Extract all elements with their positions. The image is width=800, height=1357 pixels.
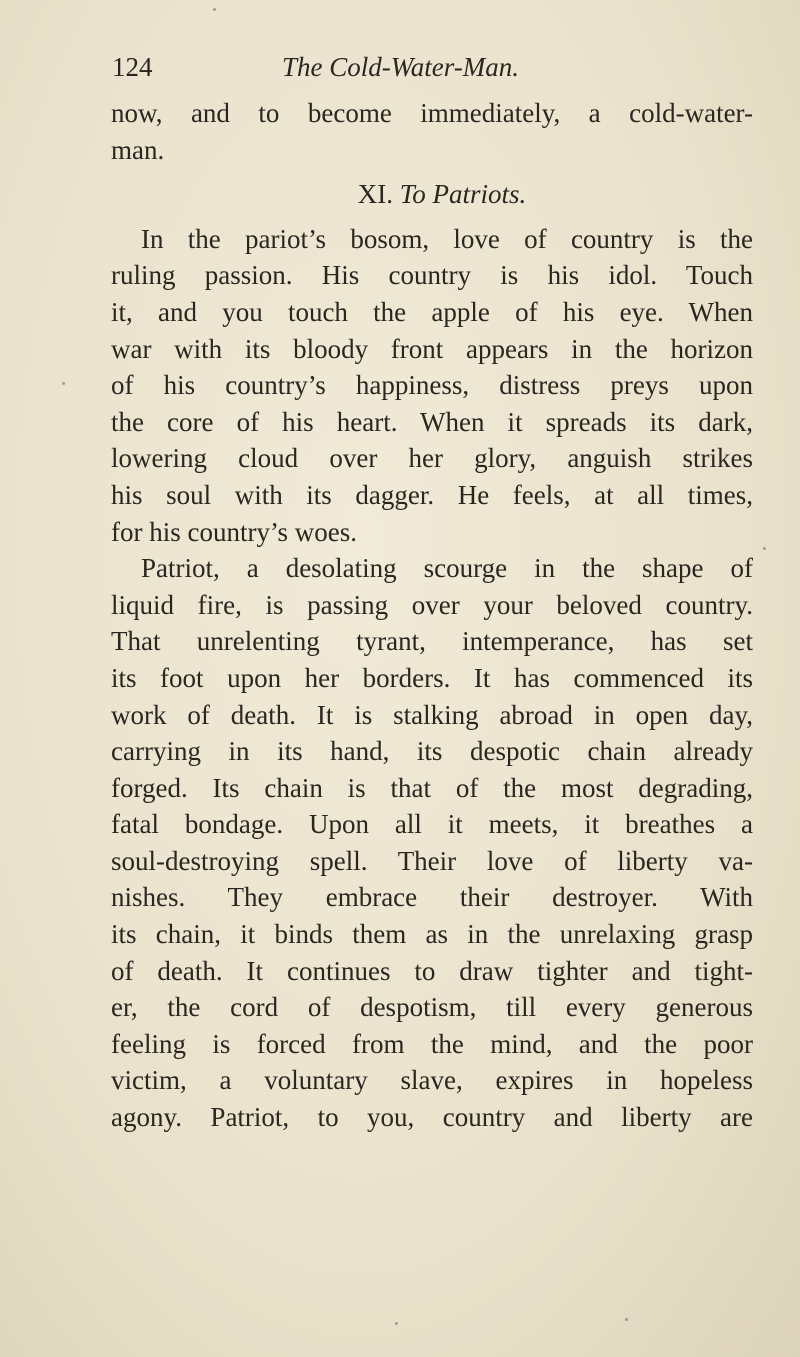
text-line: lowering cloud over her glory, anguish strikes: [111, 443, 753, 474]
section-number: XI.: [357, 179, 393, 210]
text-line: Patriot, a desolating scourge in the shape of: [141, 553, 753, 584]
text-line: of death. It continues to draw tighter and tight-: [111, 955, 753, 986]
page-number: 124: [112, 52, 153, 82]
text-line: war with its bloody front appears in the horizon: [111, 333, 753, 364]
paragraph: [111, 221, 753, 550]
text-line: soul-destroying spell. Their love of liberty va-: [111, 845, 753, 876]
paragraph: [111, 550, 753, 1136]
text-line: In the pariot’s bosom, love of country is the: [141, 223, 753, 254]
paper-speck: [213, 8, 216, 11]
paper-speck: [395, 1322, 398, 1325]
text-line: work of death. It is stalking abroad in open day,: [111, 699, 753, 730]
section-title: To Patriots.: [399, 179, 527, 210]
text-line: the core of his heart. When it spreads its dark,: [111, 406, 753, 437]
paper-speck: [763, 547, 766, 550]
text-line: it, and you touch the apple of his eye. When: [111, 296, 753, 327]
text-line: of his country’s happiness, distress preys upon: [111, 370, 753, 401]
text-line: victim, a voluntary slave, expires in hopeless: [111, 1065, 753, 1096]
text-line: That unrelenting tyrant, intemperance, has set: [111, 626, 753, 657]
text-line: liquid fire, is passing over your beloved country.: [111, 589, 753, 620]
text-line: man.: [111, 134, 165, 165]
text-line: feeling is forced from the mind, and the poor: [111, 1028, 753, 1059]
text-line: its foot upon her borders. It has commenced its: [111, 662, 753, 693]
text-line: fatal bondage. Upon all it meets, it breathes a: [111, 809, 753, 840]
body-text: [111, 95, 753, 1136]
text-line: er, the cord of despotism, till every generous: [111, 992, 753, 1023]
text-line: carrying in its hand, its despotic chain already: [111, 736, 753, 767]
text-line: his soul with its dagger. He feels, at all times,: [111, 479, 753, 510]
paper-speck: [62, 382, 65, 385]
text-line: ruling passion. His country is his idol. Touch: [111, 260, 753, 291]
page-header: [112, 52, 752, 88]
text-line: its chain, it binds them as in the unrelaxing grasp: [111, 919, 753, 950]
running-head: The Cold-Water-Man.: [282, 52, 519, 82]
text-line: now, and to become immediately, a cold-water-: [111, 98, 753, 128]
paper-speck: [625, 1318, 628, 1321]
text-line: forged. Its chain is that of the most degrading,: [111, 772, 753, 803]
text-line: agony. Patriot, to you, country and liberty are: [111, 1102, 753, 1133]
section-heading: [111, 176, 753, 213]
text-line: nishes. They embrace their destroyer. With: [111, 882, 753, 913]
text-line: for his country’s woes.: [111, 516, 357, 547]
